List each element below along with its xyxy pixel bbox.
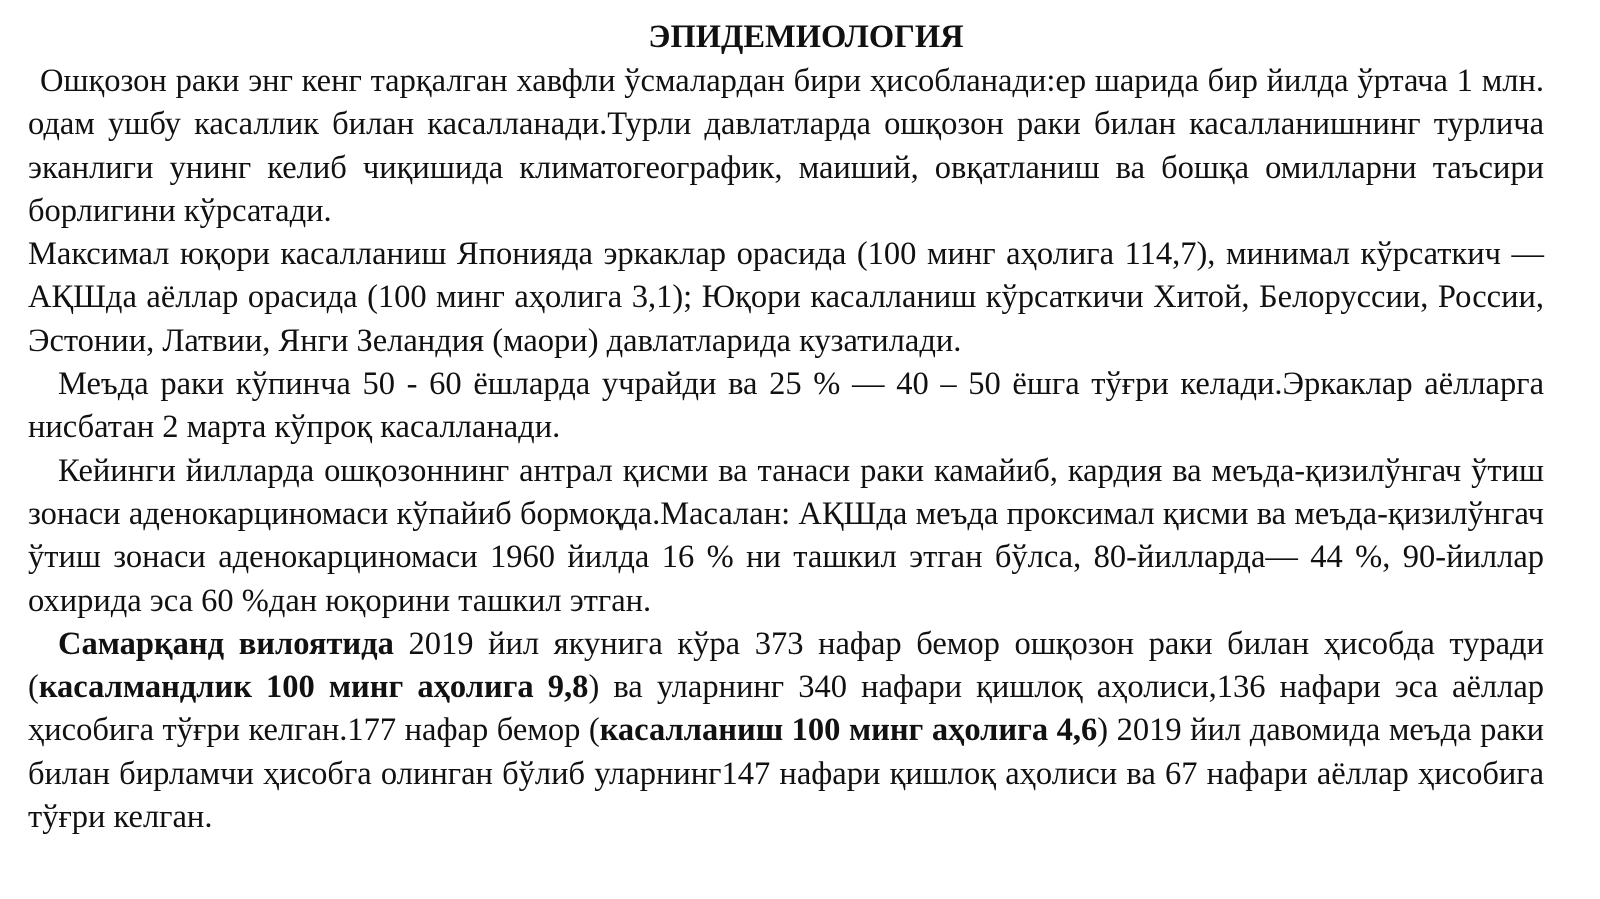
text-segment: ) 2019 йил давомида меъда раки билан бирламчи ҳисобга олинган бўлиб уларнинг147 нафари қишлоқ аҳолиси ва 67 нафари аёллар ҳисобига тўғри келган. <box>28 712 1545 836</box>
page-title: ЭПИДЕМИОЛОГИЯ <box>648 19 964 55</box>
text-segment: ) ва уларнинг 340 нафари қишлоқ аҳолиси,136 нафари эса аёллар ҳисобига тўғри келган.177 нафар бемор ( <box>28 669 1545 749</box>
region-name: Самарқанд вилоятида <box>58 625 394 662</box>
paragraph-trends: Кейинги йилларда ошқозоннинг антрал қисми ва танаси раки камайиб, кардия ва меъда-қизилўнгач ўтиш зонаси аденокарциномаси кўпайиб бормоқда.Масалан: АҚШда меъда проксимал қисми ва меъда-қизилўнгач ўтиш зонаси аденокарциномаси 1960 йилда 16 % ни ташкил этган бўлса, 80-йилларда— 44 %, 90-йиллар охирида эса 60 %дан юқорини ташкил этган. <box>28 452 1544 619</box>
prevalence-stat: касалмандлик 100 минг аҳолига 9,8 <box>38 669 589 706</box>
paragraph-intro: Ошқозон раки энг кенг тарқалган хавфли ўсмалардан бири ҳисобланади:ер шарида бир йилда ўртача 1 млн. одам ушбу касаллик билан касалланади.Турли давлатларда ошқозон раки билан касалланишнинг турлича эканлиги унинг келиб чиқишида климатогеографик, маиший, овқатланиш ва бошқа омилларни таъсири борлигини кўрсатади. <box>28 63 1544 229</box>
paragraph-incidence: Максимал юқори касалланиш Японияда эркаклар орасида (100 минг аҳолига 114,7), минимал кўрсаткич — АҚШда аёллар орасида (100 минг аҳолига 3,1); Юқори касалланиш кўрсаткичи Хитой, Белоруссии, России, Эстонии, Латвии, Янги Зеландия (маори) давлатларида кузатилади. <box>28 236 1544 359</box>
document-page <box>28 14 1544 839</box>
paragraph-age: Меъда раки кўпинча 50 - 60 ёшларда учрайди ва 25 % — 40 – 50 ёшга тўғри келади.Эркаклар аёлларга нисбатан 2 марта кўпроқ касалланади. <box>28 366 1544 446</box>
paragraph-samarkand <box>28 623 1544 839</box>
text-segment: 2019 йил якунига кўра 373 нафар бемор ошқозон раки билан ҳисобда туради ( <box>28 625 1544 706</box>
incidence-stat: касалланиш 100 минг аҳолига 4,6 <box>599 712 1098 749</box>
